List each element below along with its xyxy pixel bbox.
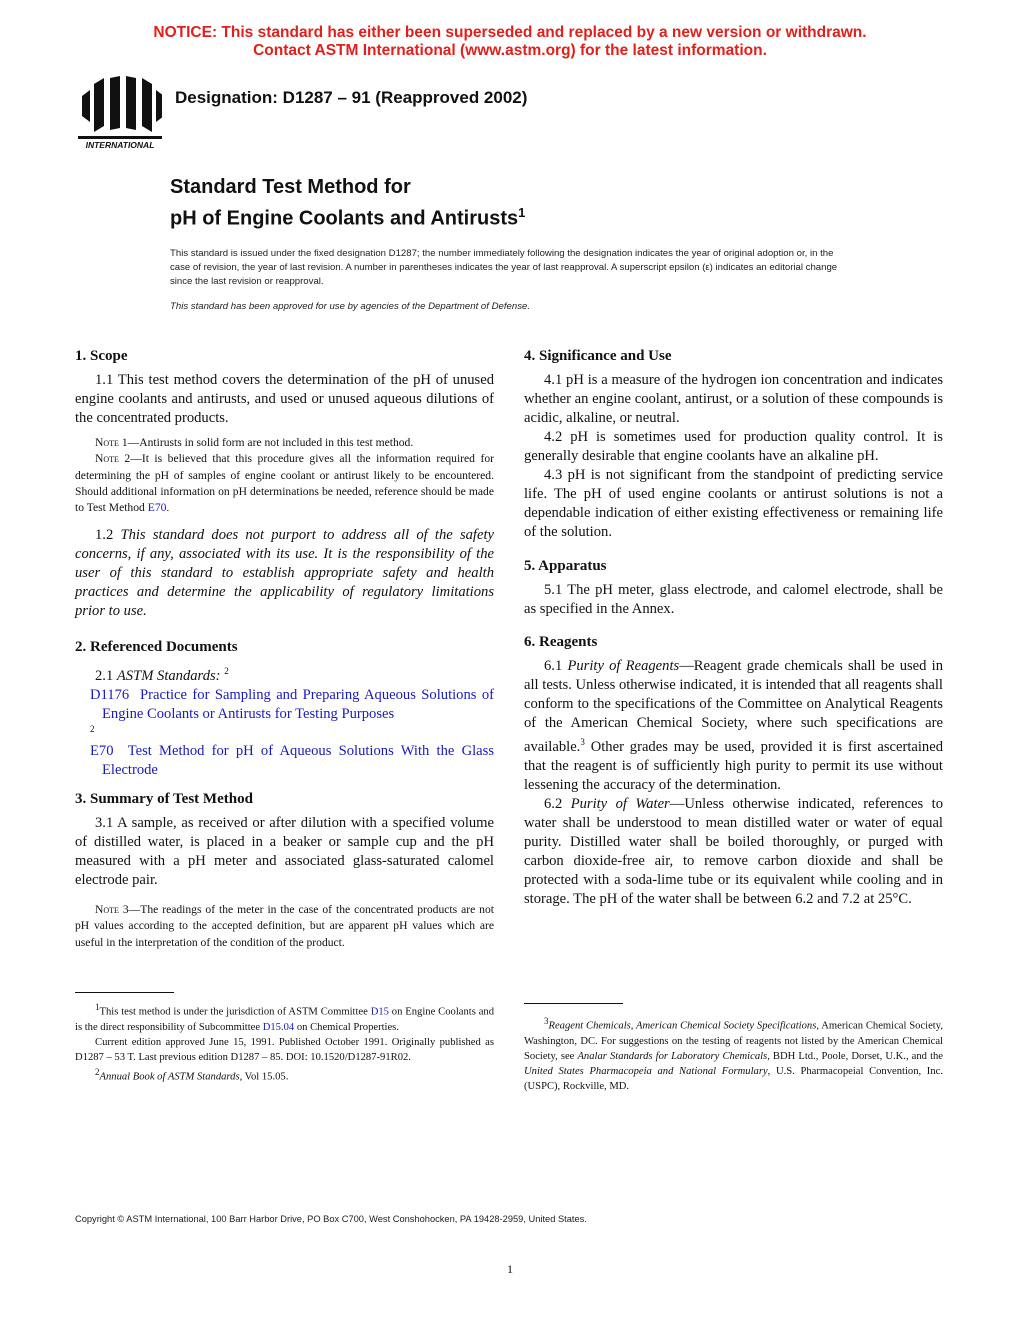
- logo-caption: INTERNATIONAL: [85, 140, 155, 150]
- reagents-6-2: 6.2 Purity of Water—Unless otherwise indicated, references to water shall be understood to mean distilled water or water of equal purity. Distilled water shall be boiled thoroughly, or purged with carbon dioxide-free air, to remove carbon dioxide and shall be protected with a soda-lime tube or its equivalent while cooling and in storage. The pH of the water shall be between 6.2 and 7.2 at 25°C.: [524, 795, 943, 907]
- notice-line-2: Contact ASTM International (www.astm.org) for the latest information.: [253, 42, 767, 59]
- significance-4-2: 4.2 pH is sometimes used for production quality control. It is generally desirable that engine coolants have an alkaline pH.: [524, 429, 943, 464]
- section-significance: [524, 347, 943, 542]
- footnote-1-edition: Current edition approved June 15, 1991. Published October 1991. Originally published as D1287 – 53 T. Last previous edition D1287 – 85. DOI: 10.1520/D1287-91R02.: [75, 1036, 494, 1063]
- astm-logo-icon: [74, 76, 162, 150]
- footnotes-left: [75, 1000, 494, 1084]
- astm-logo: [74, 76, 162, 150]
- summary-heading: 3. Summary of Test Method: [75, 791, 253, 807]
- scope-1-2: 1.2 This standard does not purport to address all of the safety concerns, if any, associated with its use. It is the responsibility of the user of this standard to establish appropriate safety and health practices and determine the applicability of regulatory limitations prior to use.: [75, 527, 494, 620]
- ref-d1176-sup: 2: [90, 723, 95, 734]
- significance-4-1: 4.1 pH is a measure of the hydrogen ion concentration and indicates whether an engine coolant, antirust, or a solution of these compounds is acidic, alkaline, or neutral.: [524, 372, 943, 426]
- designation: Designation: D1287 – 91 (Reapproved 2002): [175, 88, 528, 107]
- supersede-notice: [0, 24, 1020, 60]
- ref-e70[interactable]: E70 Test Method for pH of Aqueous Solutions With the Glass Electrode: [90, 742, 494, 778]
- footnote-rule-left: [75, 992, 174, 993]
- significance-heading: 4. Significance and Use: [524, 348, 672, 364]
- copyright: Copyright © ASTM International, 100 Barr Harbor Drive, PO Box C700, West Conshohocken, PA 19428-2959, United States.: [75, 1214, 587, 1224]
- footnote-1: $^1$This test method is under the jurisdiction of ASTM Committee D15 on Engine Coolants and is the direct responsibility of Subcommittee D15.04 on Chemical Properties.: [75, 1002, 494, 1033]
- scope-1-1: 1.1 This test method covers the determination of the pH of unused engine coolants and antirusts, and used or unused aqueous dilutions of the concentrated products.: [75, 372, 494, 426]
- section-referenced: [75, 638, 494, 780]
- notice-line-1: NOTICE: This standard has either been superseded and replaced by a new version or withdrawn.: [153, 24, 867, 41]
- footnote-2: $^2$Annual Book of ASTM Standards, Vol 15.05.: [95, 1066, 289, 1083]
- dod-statement: This standard has been approved for use by agencies of the Department of Defense.: [170, 301, 530, 312]
- apparatus-heading: 5. Apparatus: [524, 558, 607, 574]
- section-reagents: [524, 633, 943, 909]
- note-2: Note 2—It is believed that this procedure gives all the information required for determining the pH of samples of engine coolant or antirust likely to be encountered. Should additional information on pH determinations be needed, reference should be made to Test Method E70.: [75, 452, 495, 515]
- page-number: 1: [507, 1262, 513, 1276]
- astm-standards: 2.1 ASTM Standards: $^2$: [95, 666, 229, 684]
- page-title: [170, 174, 525, 232]
- title-footnote-ref[interactable]: 1: [518, 205, 526, 220]
- section-apparatus: [524, 557, 943, 619]
- note-3: Note 3—The readings of the meter in the case of the concentrated products are not pH values according to the accepted definition, but are apparent pH values which are useful in the interpretation of the condition of the product.: [75, 903, 494, 949]
- reagents-heading: 6. Reagents: [524, 634, 598, 650]
- ref-d1176[interactable]: D1176 Practice for Sampling and Preparing Aqueous Solutions of Engine Coolants or Antirusts for Testing Purposes: [90, 686, 495, 722]
- section-summary: [75, 790, 494, 951]
- d15-04-link[interactable]: D15.04: [262, 1021, 295, 1033]
- reagents-6-1: 6.1 Purity of Reagents—Reagent grade chemicals shall be used in all tests. Unless otherwise indicated, it is intended that all reagents shall conform to the specifications of the Committee on Analytical Reagents of the American Chemical Society, where such specifications are available.$^3$ Other grades may be used, provided it is first ascertained that the reagent is of sufficiently high purity to permit its use without lessening the accuracy of the determination.: [524, 658, 944, 793]
- title-line-2: pH of Engine Coolants and Antirusts$^1$: [170, 205, 526, 230]
- issued-statement: This standard is issued under the fixed designation D1287; the number immediately following the designation indicates the year of original adoption or, in the case of revision, the year of last revision. A number in parentheses indicates the year of last reapproval. A superscript epsilon (ε) indicates an editorial change since the last revision or reapproval.: [170, 248, 838, 287]
- summary-3-1: 3.1 A sample, as received or after dilution with a specified volume of distilled water, is placed in a beaker or sample cup and the pH measured with a pH meter and associated glass-saturated calomel electrode pair.: [75, 815, 494, 888]
- scope-heading: 1. Scope: [75, 348, 128, 364]
- title-line-1: Standard Test Method for: [170, 176, 411, 198]
- d15-link[interactable]: D15: [370, 1006, 389, 1018]
- referenced-heading: 2. Referenced Documents: [75, 639, 238, 655]
- note-1: Note 1—Antirusts in solid form are not included in this test method.: [95, 436, 414, 449]
- apparatus-5-1: 5.1 The pH meter, glass electrode, and calomel electrode, shall be as specified in the Annex.: [524, 582, 943, 617]
- footnotes-right: [524, 1014, 943, 1094]
- footnote-rule-right: [524, 1003, 623, 1004]
- section-scope: [75, 347, 494, 621]
- significance-4-3: 4.3 pH is not significant from the standpoint of predicting service life. The pH of used engine coolants or antirust solutions is not a dependable indication of either existing effectiveness or remaining life of the solution.: [524, 467, 943, 540]
- e70-link[interactable]: E70: [147, 501, 167, 515]
- footnote-3: $^3$Reagent Chemicals, American Chemical Society Specifications, American Chemical Society, Washington, DC. For suggestions on the testing of reagents not listed by the American Chemical Society, see Analar Standards for Laboratory Chemicals, BDH Ltd., Poole, Dorset, U.K., and the United States Pharmacopeia and National Formulary, U.S. Pharmacopeial Convention, Inc. (USPC), Rockville, MD.: [524, 1016, 944, 1092]
